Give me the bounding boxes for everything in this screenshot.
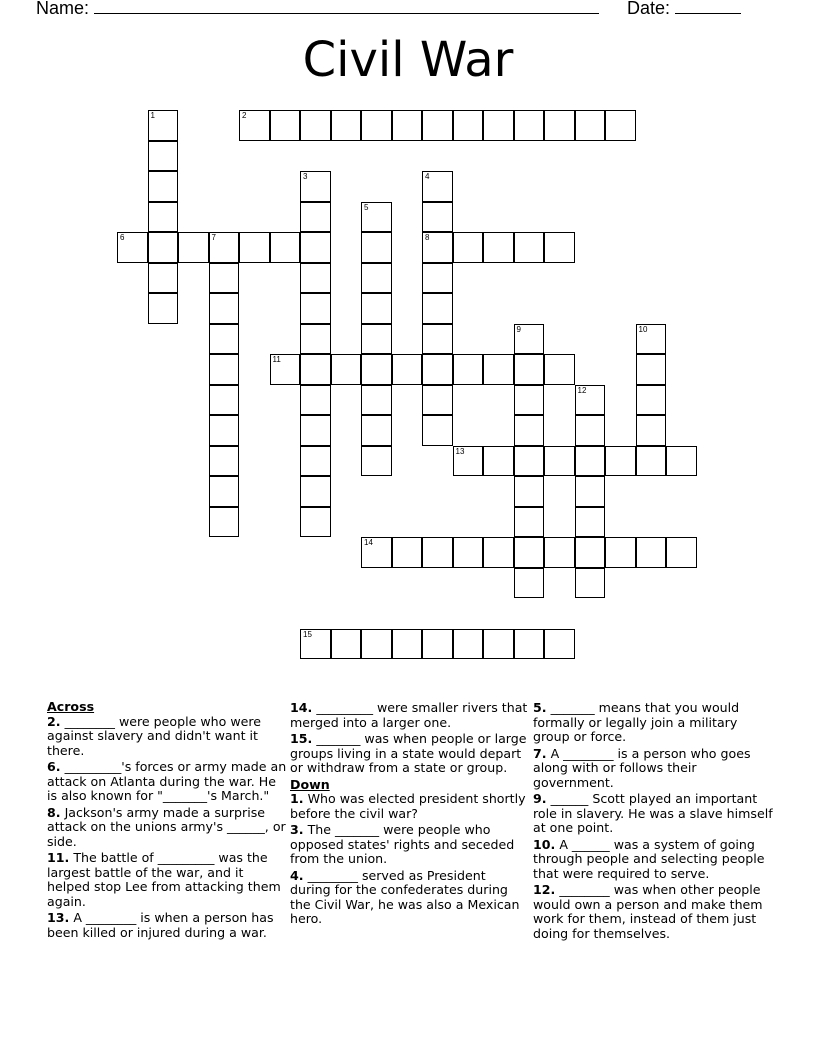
clue-number: 4. bbox=[290, 867, 304, 883]
grid-cell[interactable] bbox=[575, 476, 606, 507]
clue-text: ________ were people who were against slavery and didn't want it there. bbox=[47, 713, 262, 758]
grid-cell[interactable] bbox=[544, 354, 575, 385]
grid-cell[interactable] bbox=[209, 476, 240, 507]
clue-down bbox=[533, 792, 773, 836]
cell-number: 9 bbox=[516, 324, 521, 334]
cell-number: 6 bbox=[120, 233, 125, 242]
cell-number: 13 bbox=[455, 446, 465, 456]
clue-number: 2. bbox=[47, 713, 61, 729]
grid-cell[interactable] bbox=[514, 324, 545, 355]
clue-across bbox=[47, 806, 287, 850]
clue-column-2 bbox=[290, 701, 530, 929]
grid-cell[interactable] bbox=[392, 110, 423, 141]
cell-number: 11 bbox=[272, 355, 281, 364]
grid-cell[interactable] bbox=[605, 446, 636, 477]
grid-cell[interactable] bbox=[514, 232, 545, 263]
grid-cell[interactable] bbox=[148, 110, 179, 141]
clue-number: 12. bbox=[533, 882, 556, 897]
date-line[interactable] bbox=[675, 0, 741, 14]
grid-cell[interactable] bbox=[300, 446, 331, 477]
grid-cell[interactable] bbox=[422, 629, 453, 660]
date-label: Date: bbox=[627, 0, 671, 18]
cell-number: 15 bbox=[303, 629, 312, 639]
clue-across bbox=[290, 732, 530, 776]
name-line[interactable] bbox=[94, 0, 599, 14]
grid-cell[interactable] bbox=[636, 354, 667, 385]
clue-text: _______ means that you would formally or legally join a military group or force. bbox=[533, 700, 740, 744]
grid-cell[interactable] bbox=[422, 202, 453, 233]
grid-cell[interactable] bbox=[575, 537, 606, 568]
across-heading: Across bbox=[47, 699, 95, 714]
clue-number: 13. bbox=[47, 910, 70, 925]
clues-across-a bbox=[47, 715, 287, 941]
grid-cell[interactable] bbox=[300, 171, 331, 202]
grid-cell[interactable] bbox=[331, 354, 362, 385]
grid-cell[interactable] bbox=[636, 446, 667, 477]
grid-cell[interactable] bbox=[300, 293, 331, 324]
grid-cell[interactable] bbox=[331, 629, 362, 660]
grid-cell[interactable] bbox=[178, 232, 209, 263]
clue-across bbox=[290, 701, 530, 730]
grid-cell[interactable] bbox=[300, 476, 331, 507]
grid-cell[interactable] bbox=[209, 263, 240, 294]
grid-cell[interactable] bbox=[422, 385, 453, 416]
grid-cell[interactable] bbox=[422, 324, 453, 355]
grid-cell[interactable] bbox=[300, 629, 331, 660]
grid-cell[interactable] bbox=[300, 385, 331, 416]
clue-text: _________ were smaller rivers that merged into a larger one. bbox=[290, 700, 528, 730]
grid-cell[interactable] bbox=[514, 568, 545, 599]
clue-text: A ________ is a person who goes along with or follows their government. bbox=[533, 745, 751, 790]
grid-cell[interactable] bbox=[483, 446, 514, 477]
clue-down bbox=[290, 823, 530, 867]
cell-number: 8 bbox=[425, 233, 430, 242]
grid-cell[interactable] bbox=[361, 293, 392, 324]
grid-cell[interactable] bbox=[300, 354, 331, 385]
clue-text: Jackson's army made a surprise attack on the unions army's ______, or side. bbox=[47, 804, 286, 849]
clue-down bbox=[290, 792, 530, 821]
grid-cell[interactable] bbox=[300, 263, 331, 294]
grid-cell[interactable] bbox=[361, 232, 392, 263]
grid-cell[interactable] bbox=[148, 141, 179, 172]
grid-cell[interactable] bbox=[300, 507, 331, 538]
grid-cell[interactable] bbox=[514, 415, 545, 446]
clue-text: ______ Scott played an important role in slavery. He was a slave himself at one point. bbox=[533, 791, 773, 835]
grid-cell[interactable] bbox=[422, 263, 453, 294]
grid-cell[interactable] bbox=[270, 110, 301, 141]
grid-cell[interactable] bbox=[666, 446, 697, 477]
grid-cell[interactable] bbox=[361, 263, 392, 294]
grid-cell[interactable] bbox=[575, 415, 606, 446]
clue-text: The _______ were people who opposed states' rights and seceded from the union. bbox=[290, 822, 515, 866]
grid-cell[interactable] bbox=[392, 537, 423, 568]
clue-down bbox=[533, 838, 773, 882]
grid-cell[interactable] bbox=[636, 385, 667, 416]
clue-number: 3. bbox=[290, 822, 304, 837]
grid-cell[interactable] bbox=[209, 354, 240, 385]
grid-cell[interactable] bbox=[331, 110, 362, 141]
grid-cell[interactable] bbox=[361, 354, 392, 385]
cell-number: 14 bbox=[364, 538, 373, 547]
grid-cell[interactable] bbox=[361, 110, 392, 141]
clue-text: ________ was when other people would own a person and make them work for them, instead of them just doing for themselves. bbox=[533, 882, 763, 941]
grid-cell[interactable] bbox=[483, 537, 514, 568]
grid-cell[interactable] bbox=[483, 110, 514, 141]
grid-cell[interactable] bbox=[361, 202, 392, 233]
clue-across bbox=[47, 851, 287, 909]
clue-number: 1. bbox=[290, 791, 304, 806]
grid-cell[interactable] bbox=[544, 110, 575, 141]
name-label: Name: bbox=[36, 0, 90, 18]
grid-cell[interactable] bbox=[361, 324, 392, 355]
grid-cell[interactable] bbox=[544, 537, 575, 568]
cell-number: 5 bbox=[364, 202, 369, 212]
grid-cell[interactable] bbox=[544, 232, 575, 263]
clues-down-a bbox=[290, 792, 530, 927]
clue-down bbox=[290, 869, 530, 927]
grid-cell[interactable] bbox=[636, 415, 667, 446]
grid-cell[interactable] bbox=[209, 324, 240, 355]
grid-cell[interactable] bbox=[361, 446, 392, 477]
cell-number: 12 bbox=[577, 385, 587, 395]
clue-number: 14. bbox=[290, 700, 313, 715]
grid-cell[interactable] bbox=[514, 385, 545, 416]
grid-cell[interactable] bbox=[636, 537, 667, 568]
grid-cell[interactable] bbox=[514, 446, 545, 477]
clue-across bbox=[47, 911, 287, 940]
grid-cell[interactable] bbox=[575, 446, 606, 477]
grid-cell[interactable] bbox=[422, 293, 453, 324]
grid-cell[interactable] bbox=[117, 232, 148, 263]
grid-cell[interactable] bbox=[514, 110, 545, 141]
grid-cell[interactable] bbox=[575, 507, 606, 538]
grid-cell[interactable] bbox=[453, 446, 484, 477]
grid-cell[interactable] bbox=[422, 232, 453, 263]
grid-cell[interactable] bbox=[422, 354, 453, 385]
clue-text: ________ served as President during for the confederates during the Civil War, he was also a Mexican hero. bbox=[290, 867, 520, 926]
grid-cell[interactable] bbox=[453, 354, 484, 385]
grid-cell[interactable] bbox=[300, 324, 331, 355]
clue-number: 8. bbox=[47, 804, 61, 820]
grid-cell[interactable] bbox=[270, 232, 301, 263]
cell-number: 1 bbox=[150, 111, 155, 120]
grid-cell[interactable] bbox=[361, 415, 392, 446]
cell-number: 2 bbox=[242, 111, 247, 120]
grid-cell[interactable] bbox=[483, 354, 514, 385]
grid-cell[interactable] bbox=[666, 537, 697, 568]
cell-number: 4 bbox=[425, 172, 430, 181]
grid-cell[interactable] bbox=[209, 232, 240, 263]
grid-cell[interactable] bbox=[636, 324, 667, 355]
grid-cell[interactable] bbox=[514, 537, 545, 568]
clue-number: 9. bbox=[533, 791, 547, 806]
clue-text: The battle of _________ was the largest battle of the war, and it helped stop Lee from attacking them again. bbox=[47, 850, 281, 909]
grid-cell[interactable] bbox=[392, 629, 423, 660]
grid-cell[interactable] bbox=[453, 629, 484, 660]
clue-number: 6. bbox=[47, 759, 61, 774]
clue-number: 5. bbox=[533, 700, 547, 715]
grid-cell[interactable] bbox=[361, 629, 392, 660]
puzzle-title: Civil War bbox=[302, 32, 514, 88]
grid-cell[interactable] bbox=[209, 293, 240, 324]
grid-cell[interactable] bbox=[453, 110, 484, 141]
grid-cell[interactable] bbox=[422, 537, 453, 568]
clues-across-b bbox=[290, 701, 530, 776]
grid-cell[interactable] bbox=[270, 354, 301, 385]
grid-cell[interactable] bbox=[605, 537, 636, 568]
clue-down bbox=[533, 701, 773, 745]
cell-number: 7 bbox=[211, 233, 216, 242]
clue-text: _______ was when people or large groups living in a state would depart or withdraw from a state or group. bbox=[290, 731, 527, 775]
grid-cell[interactable] bbox=[514, 476, 545, 507]
clue-text: Who was elected president shortly before the civil war? bbox=[290, 791, 526, 821]
clue-column-1 bbox=[47, 700, 287, 942]
grid-cell[interactable] bbox=[148, 232, 179, 263]
down-heading: Down bbox=[290, 776, 330, 792]
clue-text: _________'s forces or army made an attack on Atlanta during the war. He is also known for "_______'s March." bbox=[47, 759, 287, 803]
grid-cell[interactable] bbox=[575, 110, 606, 141]
grid-cell[interactable] bbox=[361, 385, 392, 416]
cell-number: 10 bbox=[638, 324, 648, 334]
grid-cell[interactable] bbox=[148, 202, 179, 233]
cell-number: 3 bbox=[303, 172, 308, 181]
clue-across bbox=[47, 760, 287, 804]
clue-number: 7. bbox=[533, 745, 547, 761]
clue-down bbox=[533, 747, 773, 791]
grid-cell[interactable] bbox=[453, 232, 484, 263]
clue-column-3 bbox=[533, 701, 773, 943]
grid-cell[interactable] bbox=[361, 537, 392, 568]
grid-cell[interactable] bbox=[209, 415, 240, 446]
date-field[interactable] bbox=[627, 0, 741, 19]
grid-cell[interactable] bbox=[239, 110, 270, 141]
clue-number: 11. bbox=[47, 850, 70, 865]
clue-across bbox=[47, 715, 287, 759]
grid-cell[interactable] bbox=[422, 110, 453, 141]
grid-cell[interactable] bbox=[514, 629, 545, 660]
clue-text: A ________ is when a person has been killed or injured during a war. bbox=[47, 910, 274, 940]
grid-cell[interactable] bbox=[483, 629, 514, 660]
clue-down bbox=[533, 883, 773, 941]
grid-cell[interactable] bbox=[483, 232, 514, 263]
clues-down-b bbox=[533, 701, 773, 941]
grid-cell[interactable] bbox=[575, 385, 606, 416]
grid-cell[interactable] bbox=[300, 202, 331, 233]
grid-cell[interactable] bbox=[422, 415, 453, 446]
clue-text: A ______ was a system of going through people and selecting people that were required to serve. bbox=[533, 836, 765, 881]
grid-cell[interactable] bbox=[514, 354, 545, 385]
grid-cell[interactable] bbox=[209, 446, 240, 477]
grid-cell[interactable] bbox=[300, 110, 331, 141]
grid-cell[interactable] bbox=[605, 110, 636, 141]
grid-cell[interactable] bbox=[148, 293, 179, 324]
grid-cell[interactable] bbox=[544, 446, 575, 477]
grid-cell[interactable] bbox=[453, 537, 484, 568]
grid-cell[interactable] bbox=[209, 385, 240, 416]
grid-cell[interactable] bbox=[300, 232, 331, 263]
grid-cell[interactable] bbox=[544, 629, 575, 660]
grid-cell[interactable] bbox=[209, 507, 240, 538]
grid-cell[interactable] bbox=[239, 232, 270, 263]
grid-cell[interactable] bbox=[422, 171, 453, 202]
clue-number: 15. bbox=[290, 731, 313, 746]
clue-number: 10. bbox=[533, 836, 556, 852]
name-field[interactable] bbox=[36, 0, 599, 19]
grid-cell[interactable] bbox=[392, 354, 423, 385]
grid-cell[interactable] bbox=[300, 415, 331, 446]
grid-cell[interactable] bbox=[575, 568, 606, 599]
grid-cell[interactable] bbox=[514, 507, 545, 538]
grid-cell[interactable] bbox=[148, 263, 179, 294]
grid-cell[interactable] bbox=[148, 171, 179, 202]
